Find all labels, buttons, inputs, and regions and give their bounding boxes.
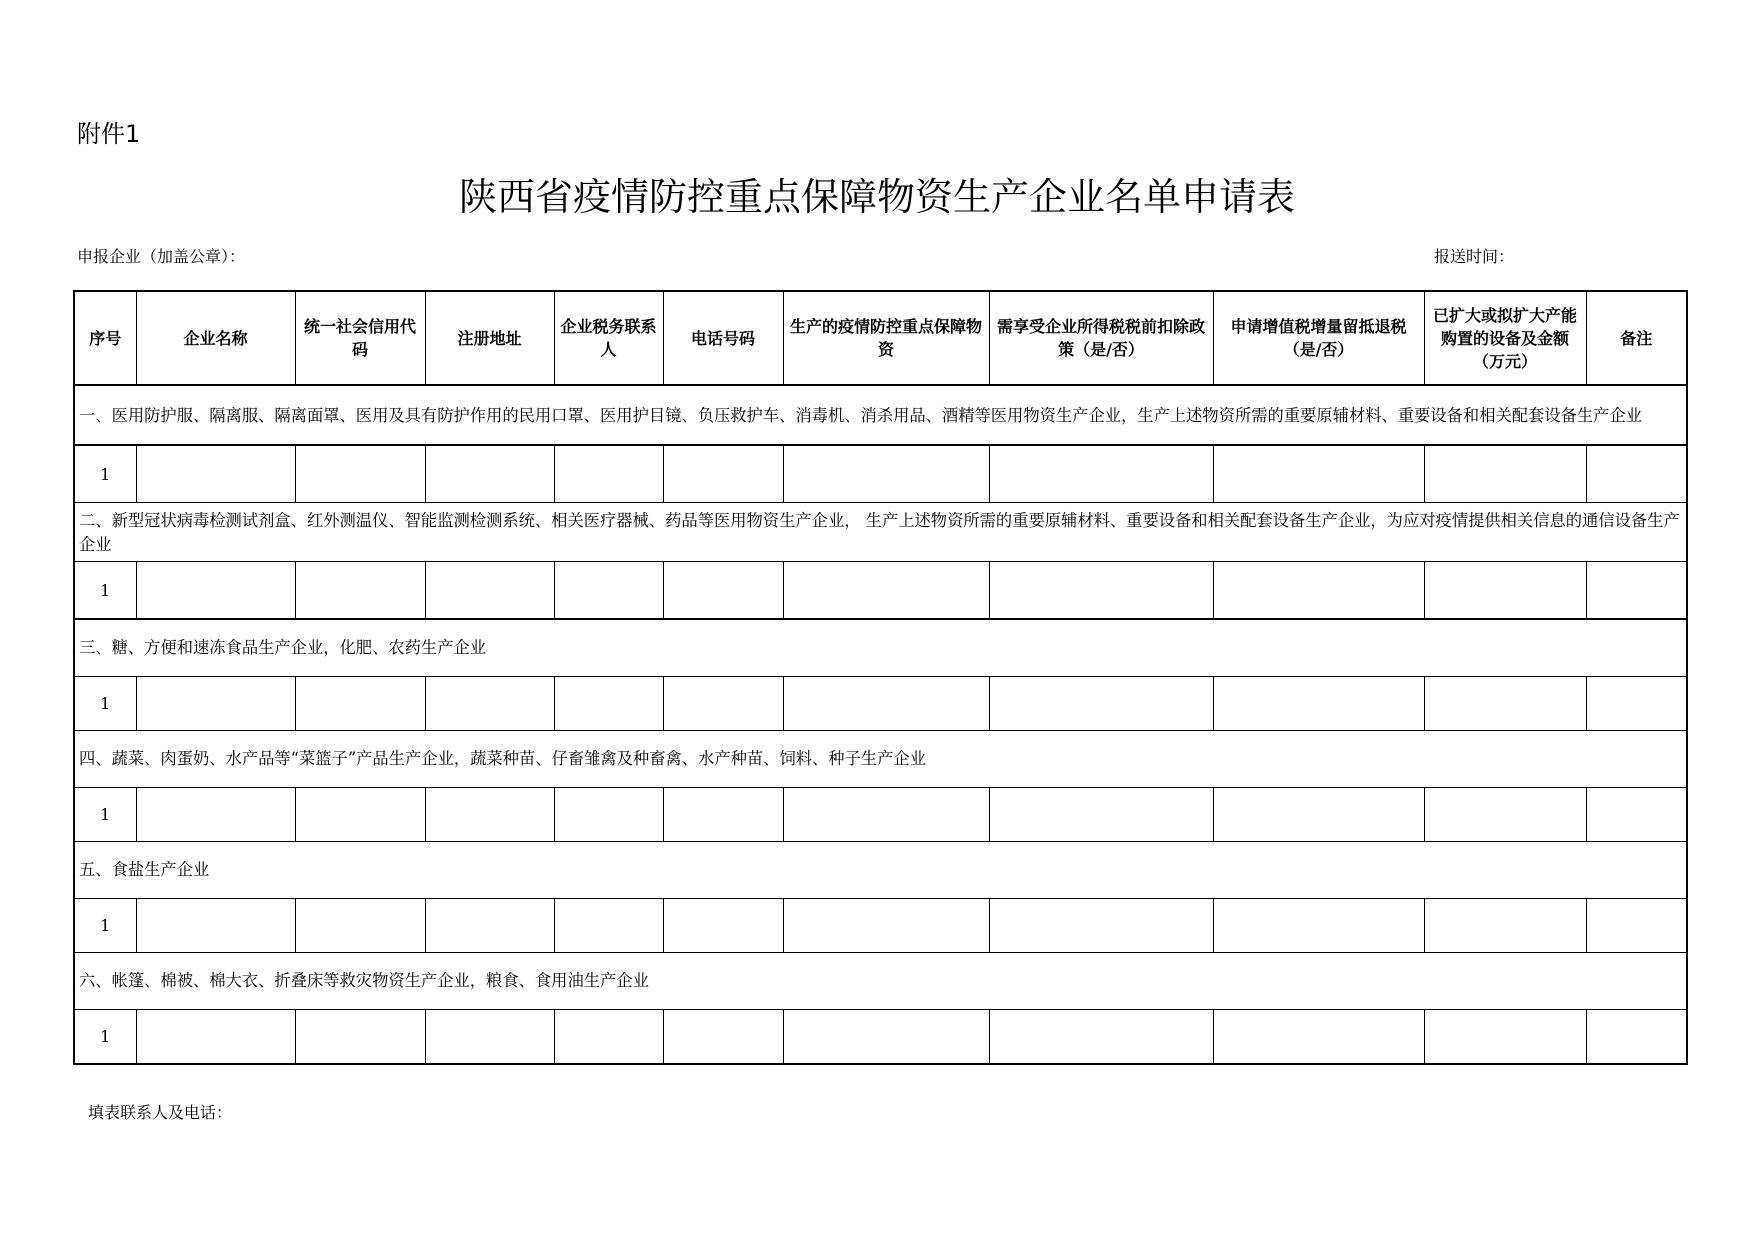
remarks-cell[interactable]: [1586, 788, 1687, 842]
vat-refund-cell[interactable]: [1213, 677, 1424, 731]
vat-refund-cell[interactable]: [1213, 1010, 1424, 1065]
section-label: 四、蔬菜、肉蛋奶、水产品等“菜篮子”产品生产企业，蔬菜种苗、仔畜雏禽及种畜禽、水产种苗、饲料、种子生产企业: [74, 731, 1687, 788]
income-tax-cell[interactable]: [989, 445, 1213, 503]
section-row: [74, 842, 1687, 899]
remarks-cell[interactable]: [1586, 677, 1687, 731]
section-label: 一、医用防护服、隔离服、隔离面罩、医用及具有防护作用的民用口罩、医用护目镜、负压救护车、消毒机、消杀用品、酒精等医用物资生产企业，生产上述物资所需的重要原辅材料、重要设备和相关配套设备生产企业: [74, 385, 1687, 445]
phone-cell[interactable]: [663, 899, 783, 953]
income-tax-cell[interactable]: [989, 788, 1213, 842]
company-name-cell[interactable]: [136, 445, 295, 503]
table-row: [74, 562, 1687, 620]
page-title: 陕西省疫情防控重点保障物资生产企业名单申请表: [458, 175, 1295, 219]
equipment-cell[interactable]: [1424, 562, 1586, 620]
attachment-label: 附件1: [77, 120, 141, 148]
seq-cell: 1: [74, 1010, 136, 1065]
tax-contact-cell[interactable]: [554, 899, 663, 953]
phone-cell[interactable]: [663, 562, 783, 620]
vat-refund-cell[interactable]: [1213, 788, 1424, 842]
company-name-cell[interactable]: [136, 562, 295, 620]
contact-label: 填表联系人及电话：: [88, 1103, 233, 1122]
address-cell[interactable]: [425, 677, 554, 731]
section-row: [74, 503, 1687, 562]
section-label: 五、食盐生产企业: [74, 842, 1687, 899]
credit-code-cell[interactable]: [295, 788, 425, 842]
tax-contact-cell[interactable]: [554, 1010, 663, 1065]
header-income-tax: 需享受企业所得税税前扣除政策（是/否）: [989, 291, 1213, 385]
equipment-cell[interactable]: [1424, 899, 1586, 953]
remarks-cell[interactable]: [1586, 1010, 1687, 1065]
header-seq: 序号: [74, 291, 136, 385]
header-credit-code: 统一社会信用代码: [295, 291, 425, 385]
table-row: [74, 445, 1687, 503]
tax-contact-cell[interactable]: [554, 788, 663, 842]
phone-cell[interactable]: [663, 677, 783, 731]
seq-cell: 1: [74, 445, 136, 503]
equipment-cell[interactable]: [1424, 788, 1586, 842]
section-row: [74, 619, 1687, 677]
section-row: [74, 953, 1687, 1010]
remarks-cell[interactable]: [1586, 899, 1687, 953]
equipment-cell[interactable]: [1424, 445, 1586, 503]
remarks-cell[interactable]: [1586, 562, 1687, 620]
section-row: [74, 731, 1687, 788]
equipment-cell[interactable]: [1424, 1010, 1586, 1065]
company-name-cell[interactable]: [136, 899, 295, 953]
credit-code-cell[interactable]: [295, 445, 425, 503]
table-row: [74, 899, 1687, 953]
address-cell[interactable]: [425, 445, 554, 503]
vat-refund-cell[interactable]: [1213, 445, 1424, 503]
equipment-cell[interactable]: [1424, 677, 1586, 731]
header-equipment: 已扩大或拟扩大产能购置的设备及金额（万元）: [1424, 291, 1586, 385]
header-supplies: 生产的疫情防控重点保障物资: [783, 291, 989, 385]
header-company-name: 企业名称: [136, 291, 295, 385]
supplies-cell[interactable]: [783, 445, 989, 503]
table-row: [74, 1010, 1687, 1065]
header-remarks: 备注: [1586, 291, 1687, 385]
vat-refund-cell[interactable]: [1213, 562, 1424, 620]
credit-code-cell[interactable]: [295, 562, 425, 620]
phone-cell[interactable]: [663, 1010, 783, 1065]
submit-time-label: 报送时间：: [1434, 247, 1515, 266]
credit-code-cell[interactable]: [295, 899, 425, 953]
header-phone: 电话号码: [663, 291, 783, 385]
tax-contact-cell[interactable]: [554, 562, 663, 620]
section-label: 二、新型冠状病毒检测试剂盒、红外测温仪、智能监测检测系统、相关医疗器械、药品等医用物资生产企业， 生产上述物资所需的重要原辅材料、重要设备和相关配套设备生产企业，为应对疫情提供相关信息的通信设备生产企业: [74, 503, 1687, 562]
supplies-cell[interactable]: [783, 562, 989, 620]
section-label: 六、帐篷、棉被、棉大衣、折叠床等救灾物资生产企业，粮食、食用油生产企业: [74, 953, 1687, 1010]
tax-contact-cell[interactable]: [554, 677, 663, 731]
income-tax-cell[interactable]: [989, 1010, 1213, 1065]
header-row: [74, 291, 1687, 385]
supplies-cell[interactable]: [783, 899, 989, 953]
supplies-cell[interactable]: [783, 677, 989, 731]
address-cell[interactable]: [425, 899, 554, 953]
header-address: 注册地址: [425, 291, 554, 385]
company-name-cell[interactable]: [136, 788, 295, 842]
remarks-cell[interactable]: [1586, 445, 1687, 503]
section-row: [74, 385, 1687, 445]
supplies-cell[interactable]: [783, 1010, 989, 1065]
phone-cell[interactable]: [663, 445, 783, 503]
phone-cell[interactable]: [663, 788, 783, 842]
table-row: [74, 677, 1687, 731]
credit-code-cell[interactable]: [295, 677, 425, 731]
applicant-label: 申报企业（加盖公章）：: [77, 247, 246, 266]
income-tax-cell[interactable]: [989, 562, 1213, 620]
company-name-cell[interactable]: [136, 677, 295, 731]
income-tax-cell[interactable]: [989, 677, 1213, 731]
address-cell[interactable]: [425, 1010, 554, 1065]
seq-cell: 1: [74, 788, 136, 842]
vat-refund-cell[interactable]: [1213, 899, 1424, 953]
section-label: 三、糖、方便和速冻食品生产企业，化肥、农药生产企业: [74, 619, 1687, 677]
tax-contact-cell[interactable]: [554, 445, 663, 503]
header-vat-refund: 申请增值税增量留抵退税（是/否）: [1213, 291, 1424, 385]
credit-code-cell[interactable]: [295, 1010, 425, 1065]
header-tax-contact: 企业税务联系人: [554, 291, 663, 385]
income-tax-cell[interactable]: [989, 899, 1213, 953]
table-row: [74, 788, 1687, 842]
supplies-cell[interactable]: [783, 788, 989, 842]
seq-cell: 1: [74, 562, 136, 620]
address-cell[interactable]: [425, 562, 554, 620]
address-cell[interactable]: [425, 788, 554, 842]
seq-cell: 1: [74, 899, 136, 953]
seq-cell: 1: [74, 677, 136, 731]
application-table: [73, 290, 1688, 1065]
company-name-cell[interactable]: [136, 1010, 295, 1065]
